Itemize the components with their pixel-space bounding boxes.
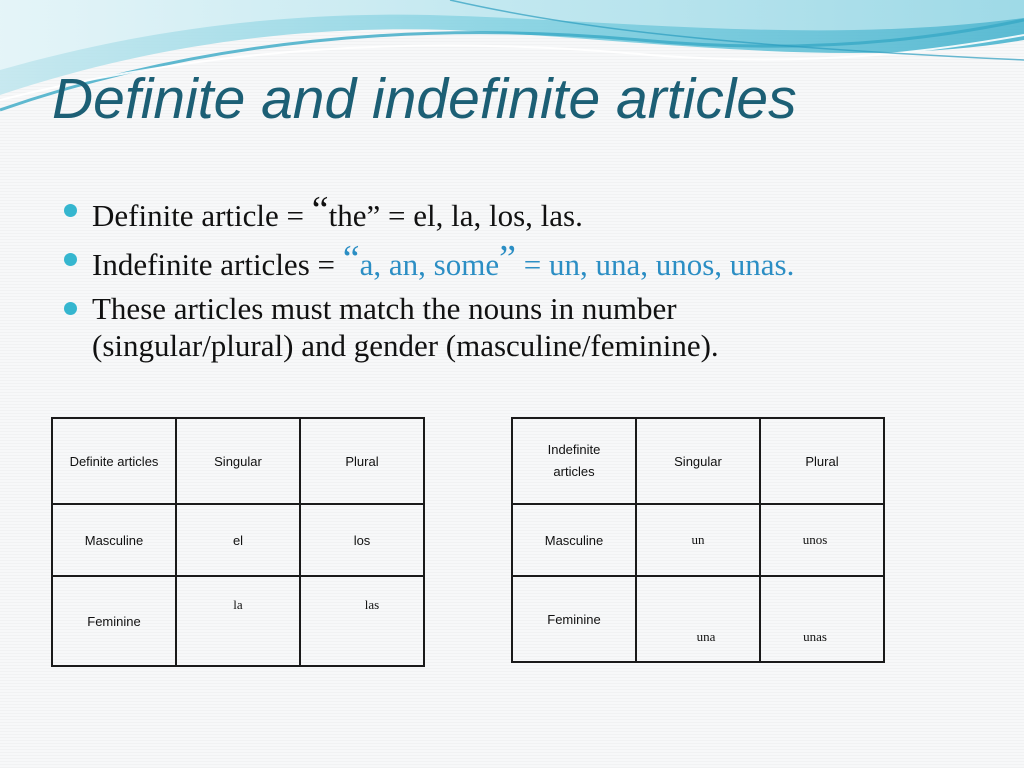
close-quote: ” bbox=[499, 238, 516, 280]
open-quote: “ bbox=[311, 189, 329, 231]
table-cell: el bbox=[176, 504, 300, 576]
table-header-cell: Definite articles bbox=[52, 418, 176, 504]
open-quote: “ bbox=[342, 238, 360, 280]
table-cell: las bbox=[300, 576, 424, 666]
table-header-cell bbox=[512, 418, 636, 504]
bullet-agreement bbox=[62, 290, 962, 364]
table-header-cell: Plural bbox=[300, 418, 424, 504]
table-cell: la bbox=[176, 576, 300, 666]
bullet-text-line: These articles must match the nouns in number bbox=[92, 291, 677, 326]
table-cell: unos bbox=[760, 504, 884, 576]
bullet-indefinite bbox=[62, 238, 962, 283]
table-cell: una bbox=[636, 576, 760, 662]
row-label-cell: Feminine bbox=[512, 576, 636, 662]
bullet-text-line: (singular/plural) and gender (masculine/feminine). bbox=[92, 328, 719, 363]
bullet-list bbox=[62, 189, 962, 371]
indefinite-articles-table bbox=[511, 417, 885, 663]
table-row bbox=[52, 504, 424, 576]
table-row bbox=[52, 418, 424, 504]
table-header-cell: Singular bbox=[636, 418, 760, 504]
table-header-cell: Singular bbox=[176, 418, 300, 504]
bullet-dot-icon bbox=[64, 302, 77, 315]
bullet-dot-icon bbox=[64, 204, 77, 217]
bullet-definite bbox=[62, 189, 962, 234]
bullet-text: = el, la, los, las. bbox=[380, 198, 583, 233]
table-cell: un bbox=[636, 504, 760, 576]
table-row bbox=[512, 504, 884, 576]
bullet-dot-icon bbox=[64, 253, 77, 266]
bullet-text: = un, una, unos, unas. bbox=[515, 247, 795, 282]
close-quote: ” bbox=[366, 198, 381, 233]
row-label-cell: Masculine bbox=[512, 504, 636, 576]
bullet-quoted-term: a, an, some bbox=[359, 247, 500, 282]
header-line: Indefinite bbox=[547, 442, 601, 457]
header-line: articles bbox=[553, 464, 595, 479]
table-cell: los bbox=[300, 504, 424, 576]
definite-articles-table bbox=[51, 417, 425, 667]
slide-title: Definite and indefinite articles bbox=[52, 67, 797, 131]
row-label-cell: Masculine bbox=[52, 504, 176, 576]
table-header-cell: Plural bbox=[760, 418, 884, 504]
table-row bbox=[52, 576, 424, 666]
bullet-quoted-term: the bbox=[328, 198, 367, 233]
table-row bbox=[512, 576, 884, 662]
bullet-text: Indefinite articles = bbox=[92, 247, 343, 282]
table-cell: unas bbox=[760, 576, 884, 662]
table-row bbox=[512, 418, 884, 504]
bullet-text: Definite article = bbox=[92, 198, 312, 233]
row-label-cell: Feminine bbox=[52, 576, 176, 666]
